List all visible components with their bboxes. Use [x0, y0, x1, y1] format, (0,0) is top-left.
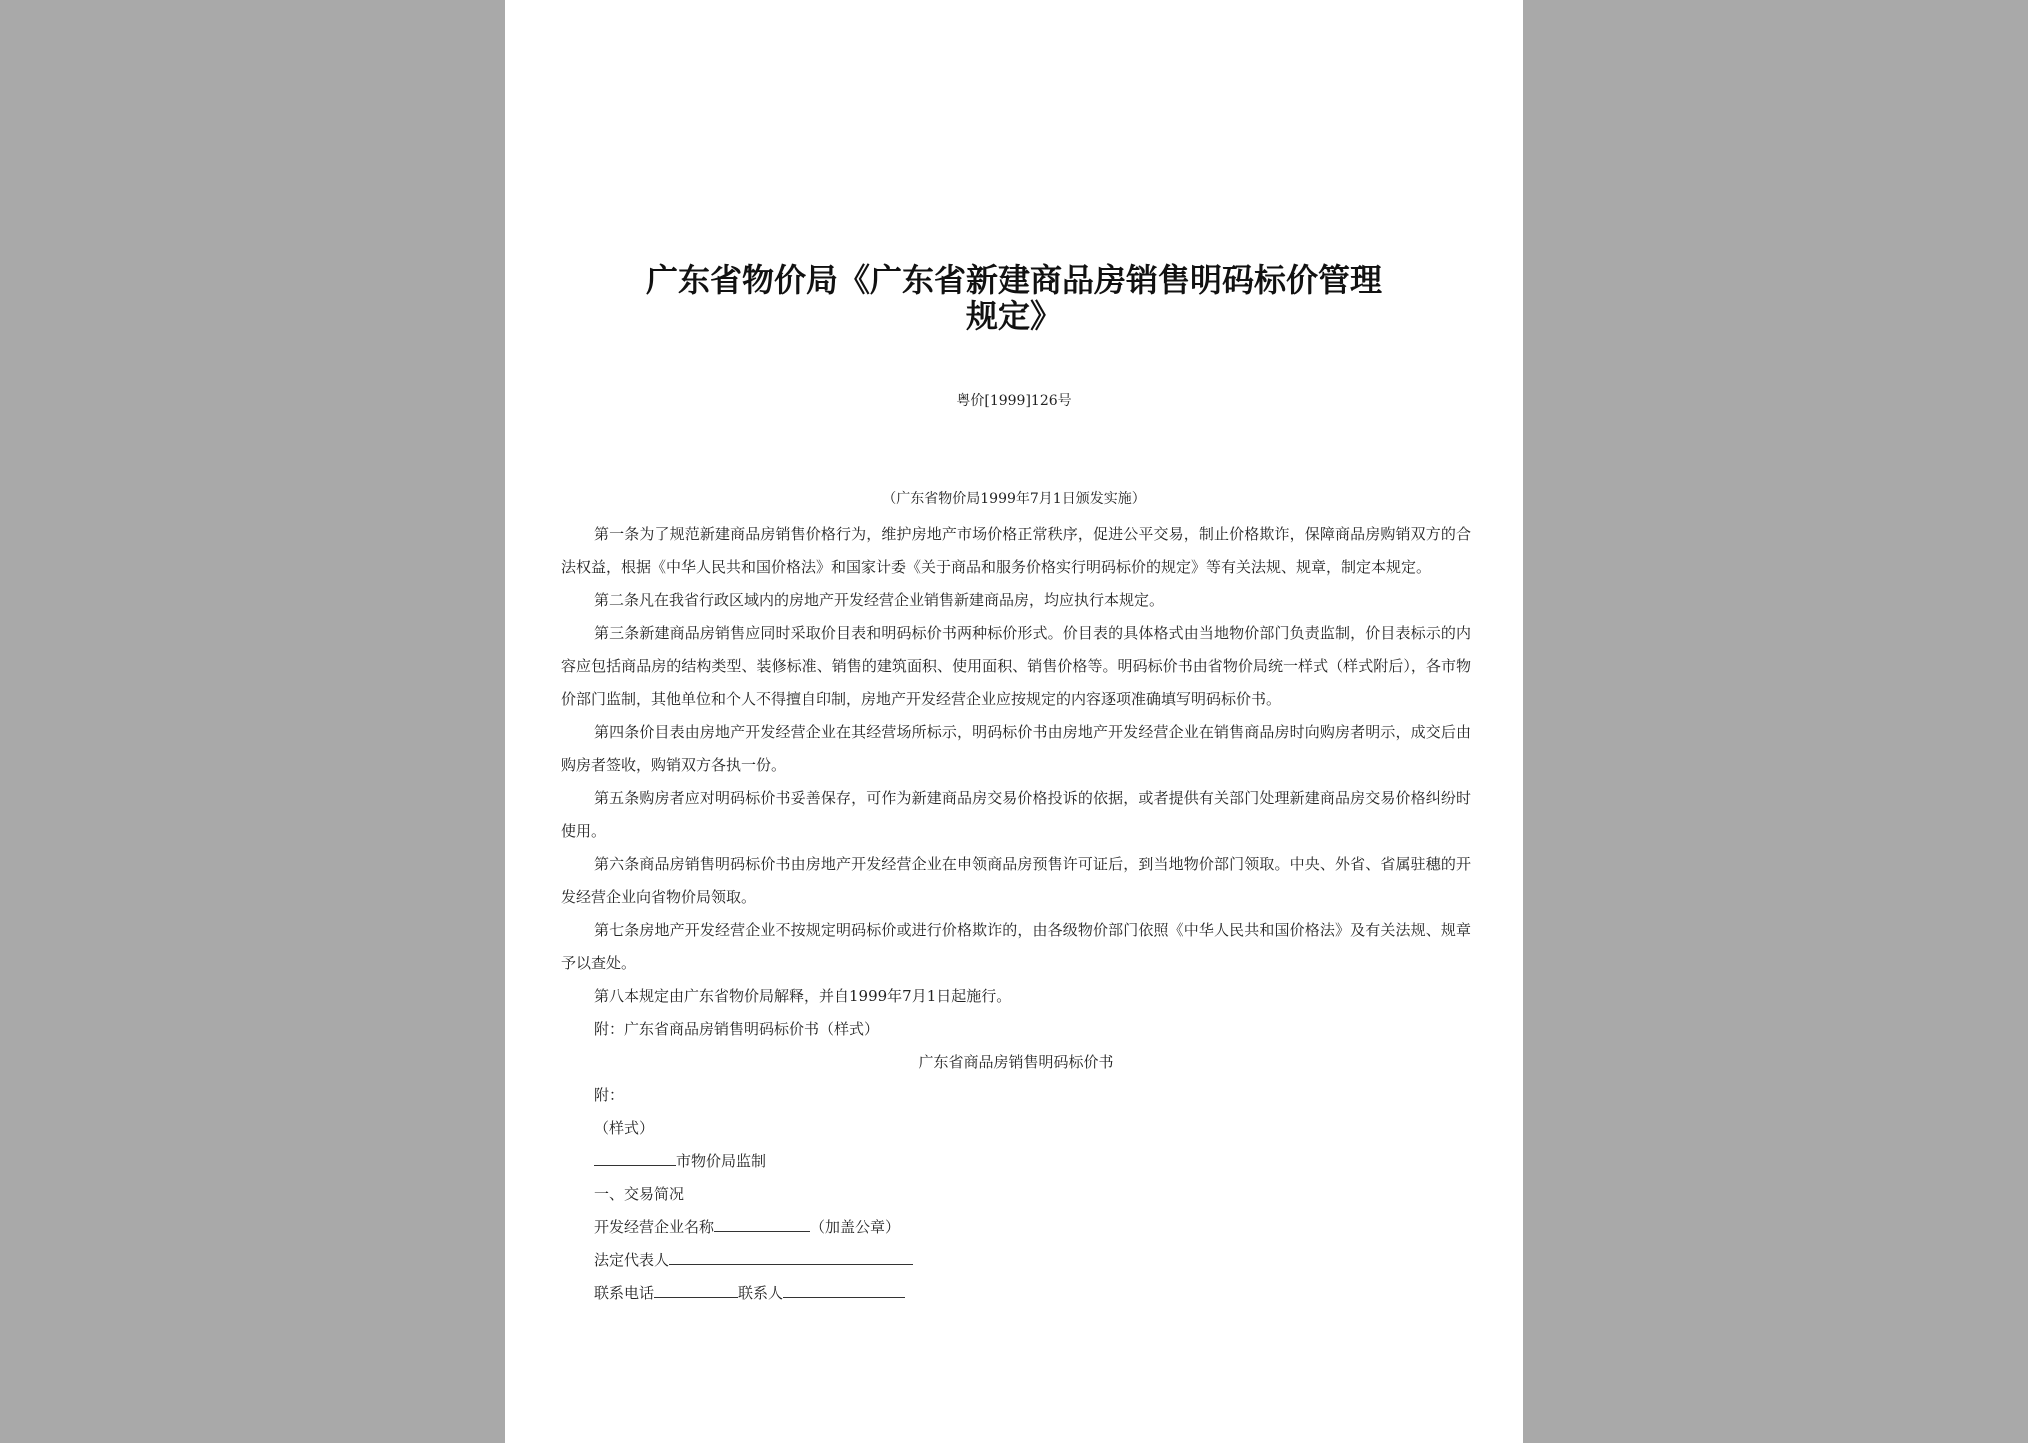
form-legal-rep-label: 法定代表人 — [594, 1251, 670, 1269]
form-company-label: 开发经营企业名称 — [594, 1218, 715, 1236]
document-title — [505, 262, 1523, 334]
company-blank — [714, 1213, 810, 1232]
article-3: 第三条新建商品房销售应同时采取价目表和明码标价书两种标价形式。价目表的具体格式由当地物价部门负责监制，价目表标示的内容应包括商品房的结构类型、装修标准、销售的建筑面积、使用面积、销售价格等。明码标价书由省物价局统一样式（样式附后），各市物价部门监制，其他单位和个人不得擅自印制，房地产开发经营企业应按规定的内容逐项准确填写明码标价书。 — [561, 624, 1471, 708]
article-5: 第五条购房者应对明码标价书妥善保存，可作为新建商品房交易价格投诉的依据，或者提供有关部门处理新建商品房交易价格纠纷时使用。 — [561, 789, 1471, 840]
document-page — [505, 0, 1523, 1443]
form-supervised-label: 市物价局监制 — [676, 1152, 767, 1170]
form-company-line — [594, 1211, 1471, 1244]
article-6: 第六条商品房销售明码标价书由房地产开发经营企业在申领商品房预售许可证后，到当地物价部门领取。中央、外省、省属驻穗的开发经营企业向省物价局领取。 — [561, 855, 1471, 906]
article-1: 第一条为了规范新建商品房销售价格行为，维护房地产市场价格正常秩序，促进公平交易，制止价格欺诈，保障商品房购销双方的合法权益，根据《中华人民共和国价格法》和国家计委《关于商品和服务价格实行明码标价的规定》等有关法规、规章，制定本规定。 — [561, 525, 1471, 576]
document-title-line-1: 广东省物价局《广东省新建商品房销售明码标价管理 — [645, 261, 1382, 299]
article-7: 第七条房地产开发经营企业不按规定明码标价或进行价格欺诈的，由各级物价部门依照《中华人民共和国价格法》及有关法规、规章予以查处。 — [561, 921, 1471, 972]
form-sample-label: （样式） — [594, 1119, 655, 1137]
document-number: 粤价[1999]126号 — [956, 393, 1072, 409]
form-phone-label: 联系电话 — [594, 1284, 655, 1302]
attachment-note: 附：广东省商品房销售明码标价书（样式） — [594, 1020, 880, 1038]
contact-blank — [783, 1279, 905, 1298]
form-attached-label: 附： — [594, 1086, 625, 1104]
city-blank — [594, 1147, 676, 1166]
attachment-title: 广东省商品房销售明码标价书 — [918, 1053, 1114, 1071]
document-body — [561, 518, 1471, 1310]
article-4: 第四条价目表由房地产开发经营企业在其经营场所标示，明码标价书由房地产开发经营企业在销售商品房时向购房者明示，成交后由购房者签收，购销双方各执一份。 — [561, 723, 1471, 774]
form-section-1: 一、交易简况 — [594, 1185, 685, 1203]
form-contact-line — [594, 1277, 1471, 1310]
phone-blank — [654, 1279, 738, 1298]
form-supervised-line — [594, 1145, 1471, 1178]
article-2: 第二条凡在我省行政区域内的房地产开发经营企业销售新建商品房，均应执行本规定。 — [594, 591, 1165, 609]
form-seal-label: （加盖公章） — [810, 1218, 901, 1236]
legal-rep-blank — [669, 1246, 913, 1265]
issuer-note: （广东省物价局1999年7月1日颁发实施） — [882, 491, 1146, 507]
article-8: 第八本规定由广东省物价局解释，并自1999年7月1日起施行。 — [594, 987, 1012, 1005]
document-title-line-2: 规定》 — [965, 297, 1062, 335]
form-legal-rep-line — [594, 1244, 1471, 1277]
form-contact-label: 联系人 — [738, 1284, 784, 1302]
